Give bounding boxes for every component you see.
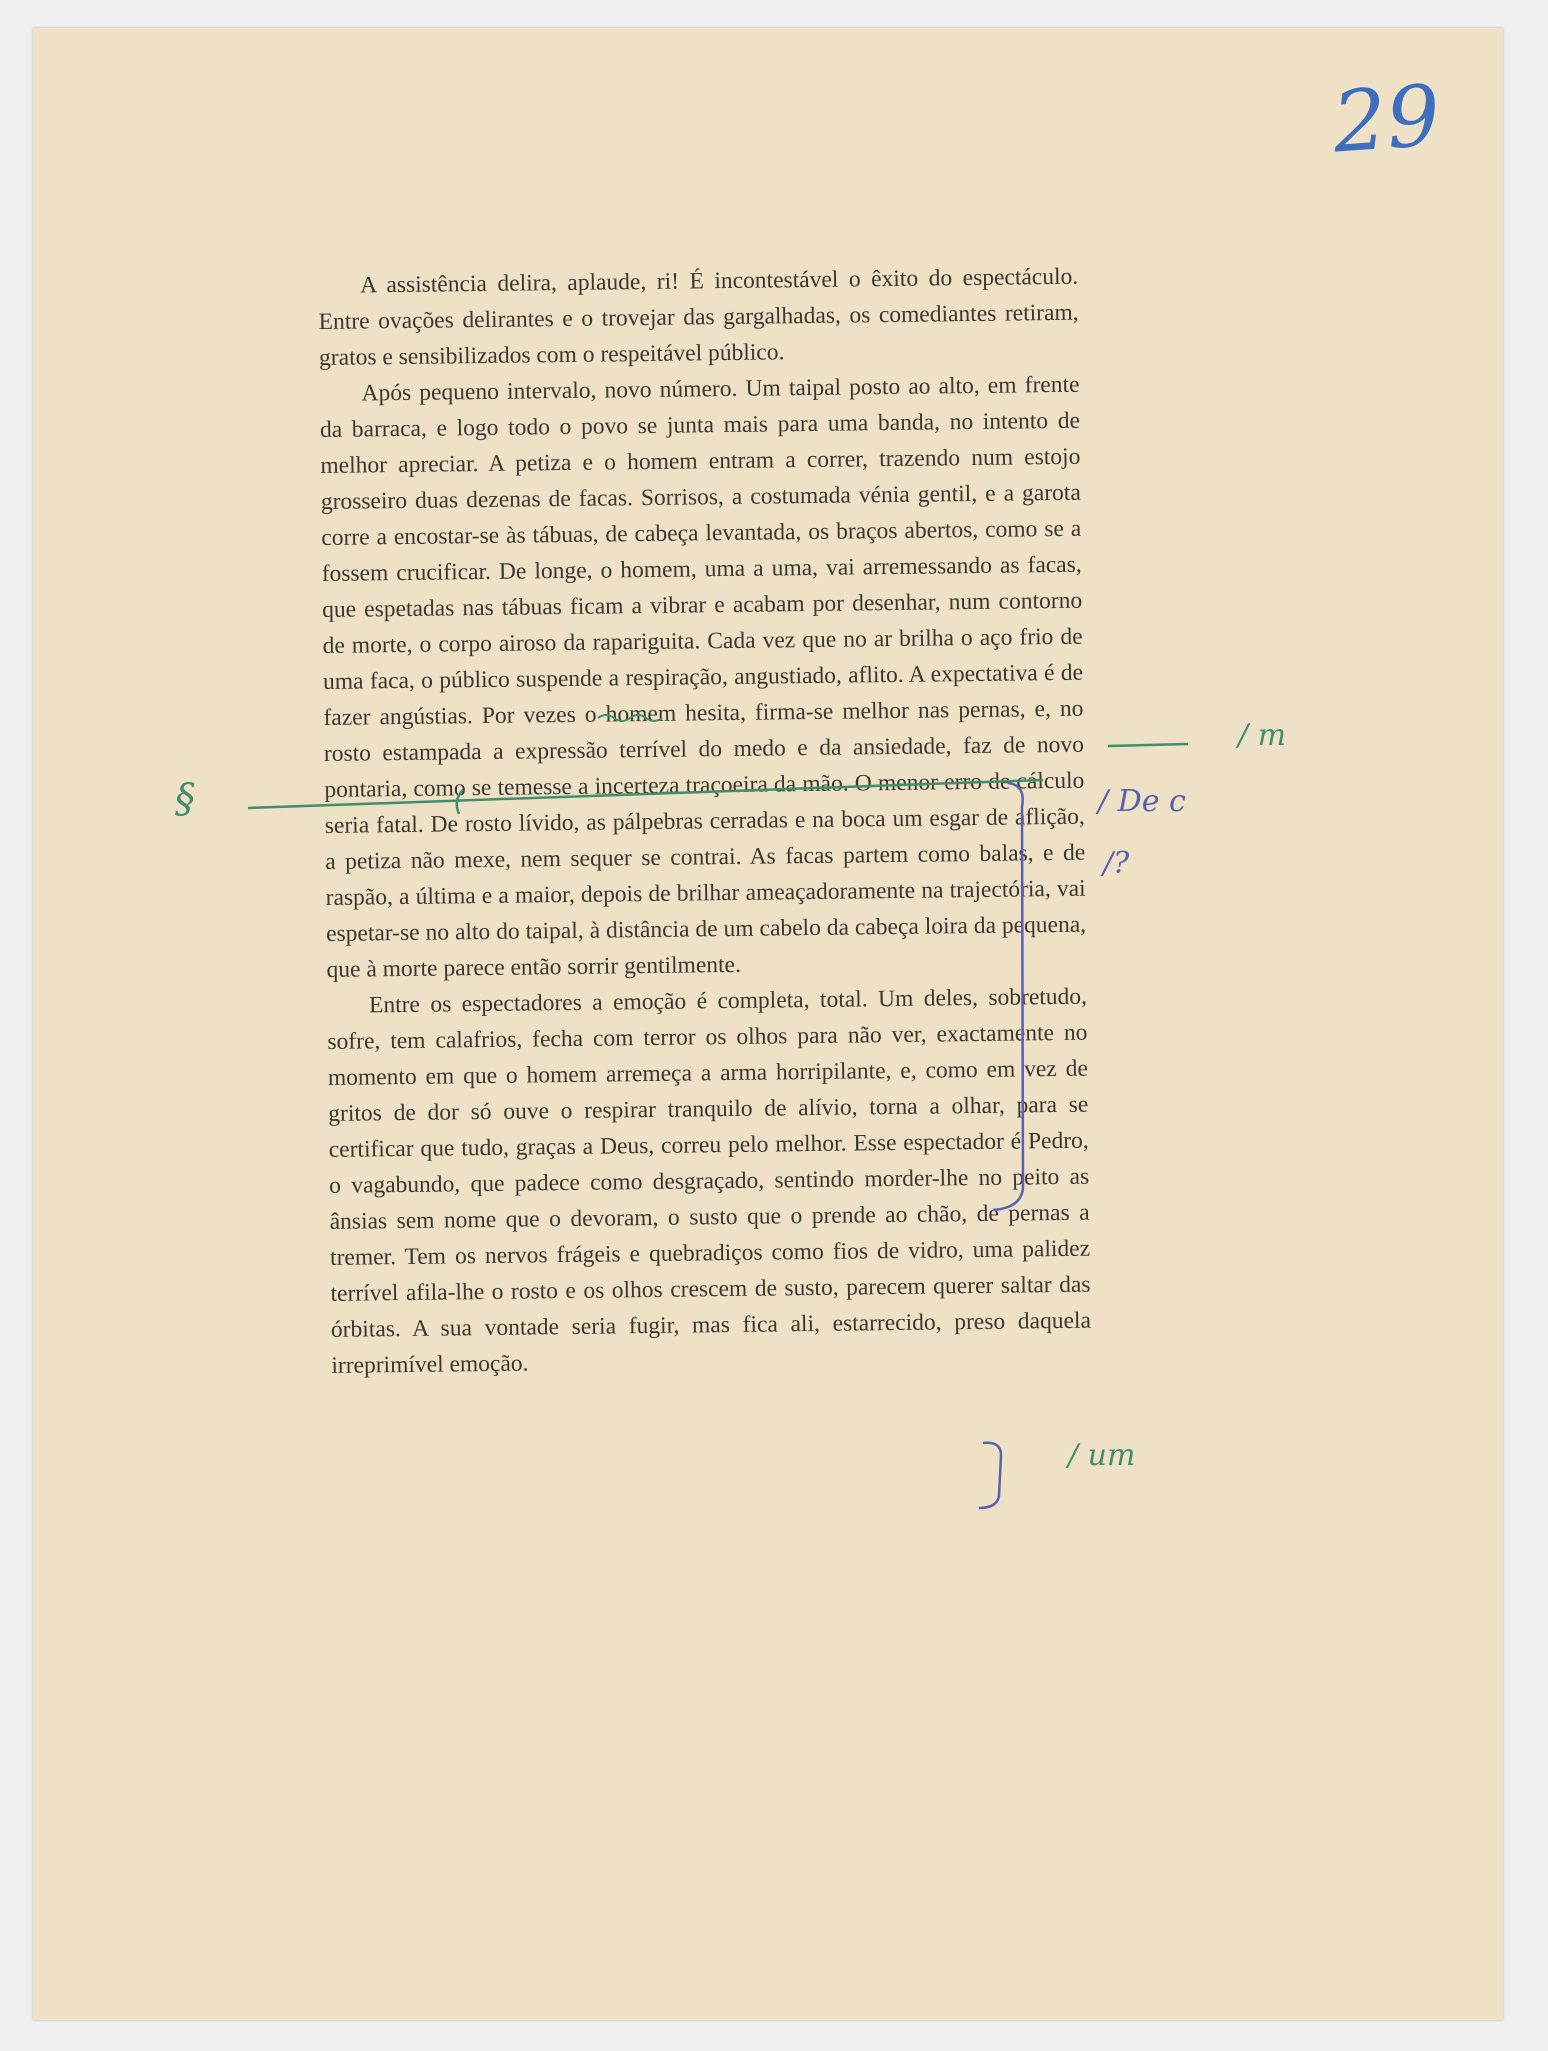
paragraph-1: A assistência delira, aplaude, ri! É incontestável o êxito do espectáculo. Entre ovações delirantes e o trovejar das gargalhadas, os comediantes retiram, gratos e sensibilizados com o respeitável público. bbox=[318, 263, 1079, 371]
paragraph-3: Entre os espectadores a emoção é completa, total. Um deles, sobretudo, sofre, tem calafrios, fecha com terror os olhos para não ver, exactamente no momento em que o homem arremeça a arma horripilante, e, como em vez de gritos de dor só ouve o respirar tranquilo de alívio, torna a olhar, para se certificar que tudo, graças a Deus, correu pelo melhor. Esse espectador é Pedro, o vagabundo, que padece como desgraçado, sentindo morder-lhe no peito as ânsias sem nome que o devoram, o susto que o prende ao chão, de pernas a tremer. Tem os nervos frágeis e quebradiços como fios de vidro, uma palidez terrível afila-lhe o rosto e os olhos crescem de susto, parecem querer saltar das órbitas. A sua vontade seria fugir, mas fica ali, estarrecido, preso daquela irreprimível emoção. bbox=[327, 983, 1092, 1379]
body-text bbox=[318, 259, 1092, 1384]
green-margin-dash bbox=[1108, 744, 1188, 746]
document-page bbox=[33, 28, 1503, 2020]
margin-note-right-2: / De c bbox=[1098, 784, 1186, 819]
margin-note-left-1: § bbox=[175, 776, 195, 822]
margin-note-right-1: / m bbox=[1238, 718, 1287, 753]
page-number: 29 bbox=[1329, 66, 1444, 172]
paragraph-2: Após pequeno intervalo, novo número. Um taipal posto ao alto, em frente da barraca, e logo todo o povo se junta mais para uma banda, no intento de melhor apreciar. A petiza e o homem entram a correr, trazendo num estojo grosseiro duas dezenas de facas. Sorrisos, a costumada vénia gentil, e a garota corre a encostar-se às tábuas, de cabeça levantada, os braços abertos, como se a fossem crucificar. De longe, o homem, uma a uma, vai arremessando as facas, que espetadas nas tábuas ficam a vibrar e acabam por desenhar, num contorno de morte, o corpo airoso da rapariguita. Cada vez que no ar brilha o aço frio de uma faca, o público suspende a respiração, angustiado, aflito. A expectativa é de fazer angústias. Por vezes o homem hesita, firma-se melhor nas pernas, e, no rosto estampada a expressão terrível do medo e da ansiedade, faz de novo pontaria, como se temesse a incerteza traçoeira da mão. O menor erro de cálculo seria fatal. De rosto lívido, as pálpebras cerradas e na boca um esgar de aflição, a petiza não mexe, nem sequer se contrai. As facas partem como balas, e de raspão, a última e a maior, depois de brilhar ameaçadoramente na trajectória, vai espetar-se no alto do taipal, à distância de um cabelo da cabeça loira da pequena, que à morte parece então sorrir gentilmente. bbox=[319, 371, 1087, 983]
blue-small-bracket-mark bbox=[979, 1443, 1001, 1508]
margin-note-right-4: / um bbox=[1068, 1438, 1136, 1473]
margin-note-right-3: /? bbox=[1103, 846, 1130, 881]
